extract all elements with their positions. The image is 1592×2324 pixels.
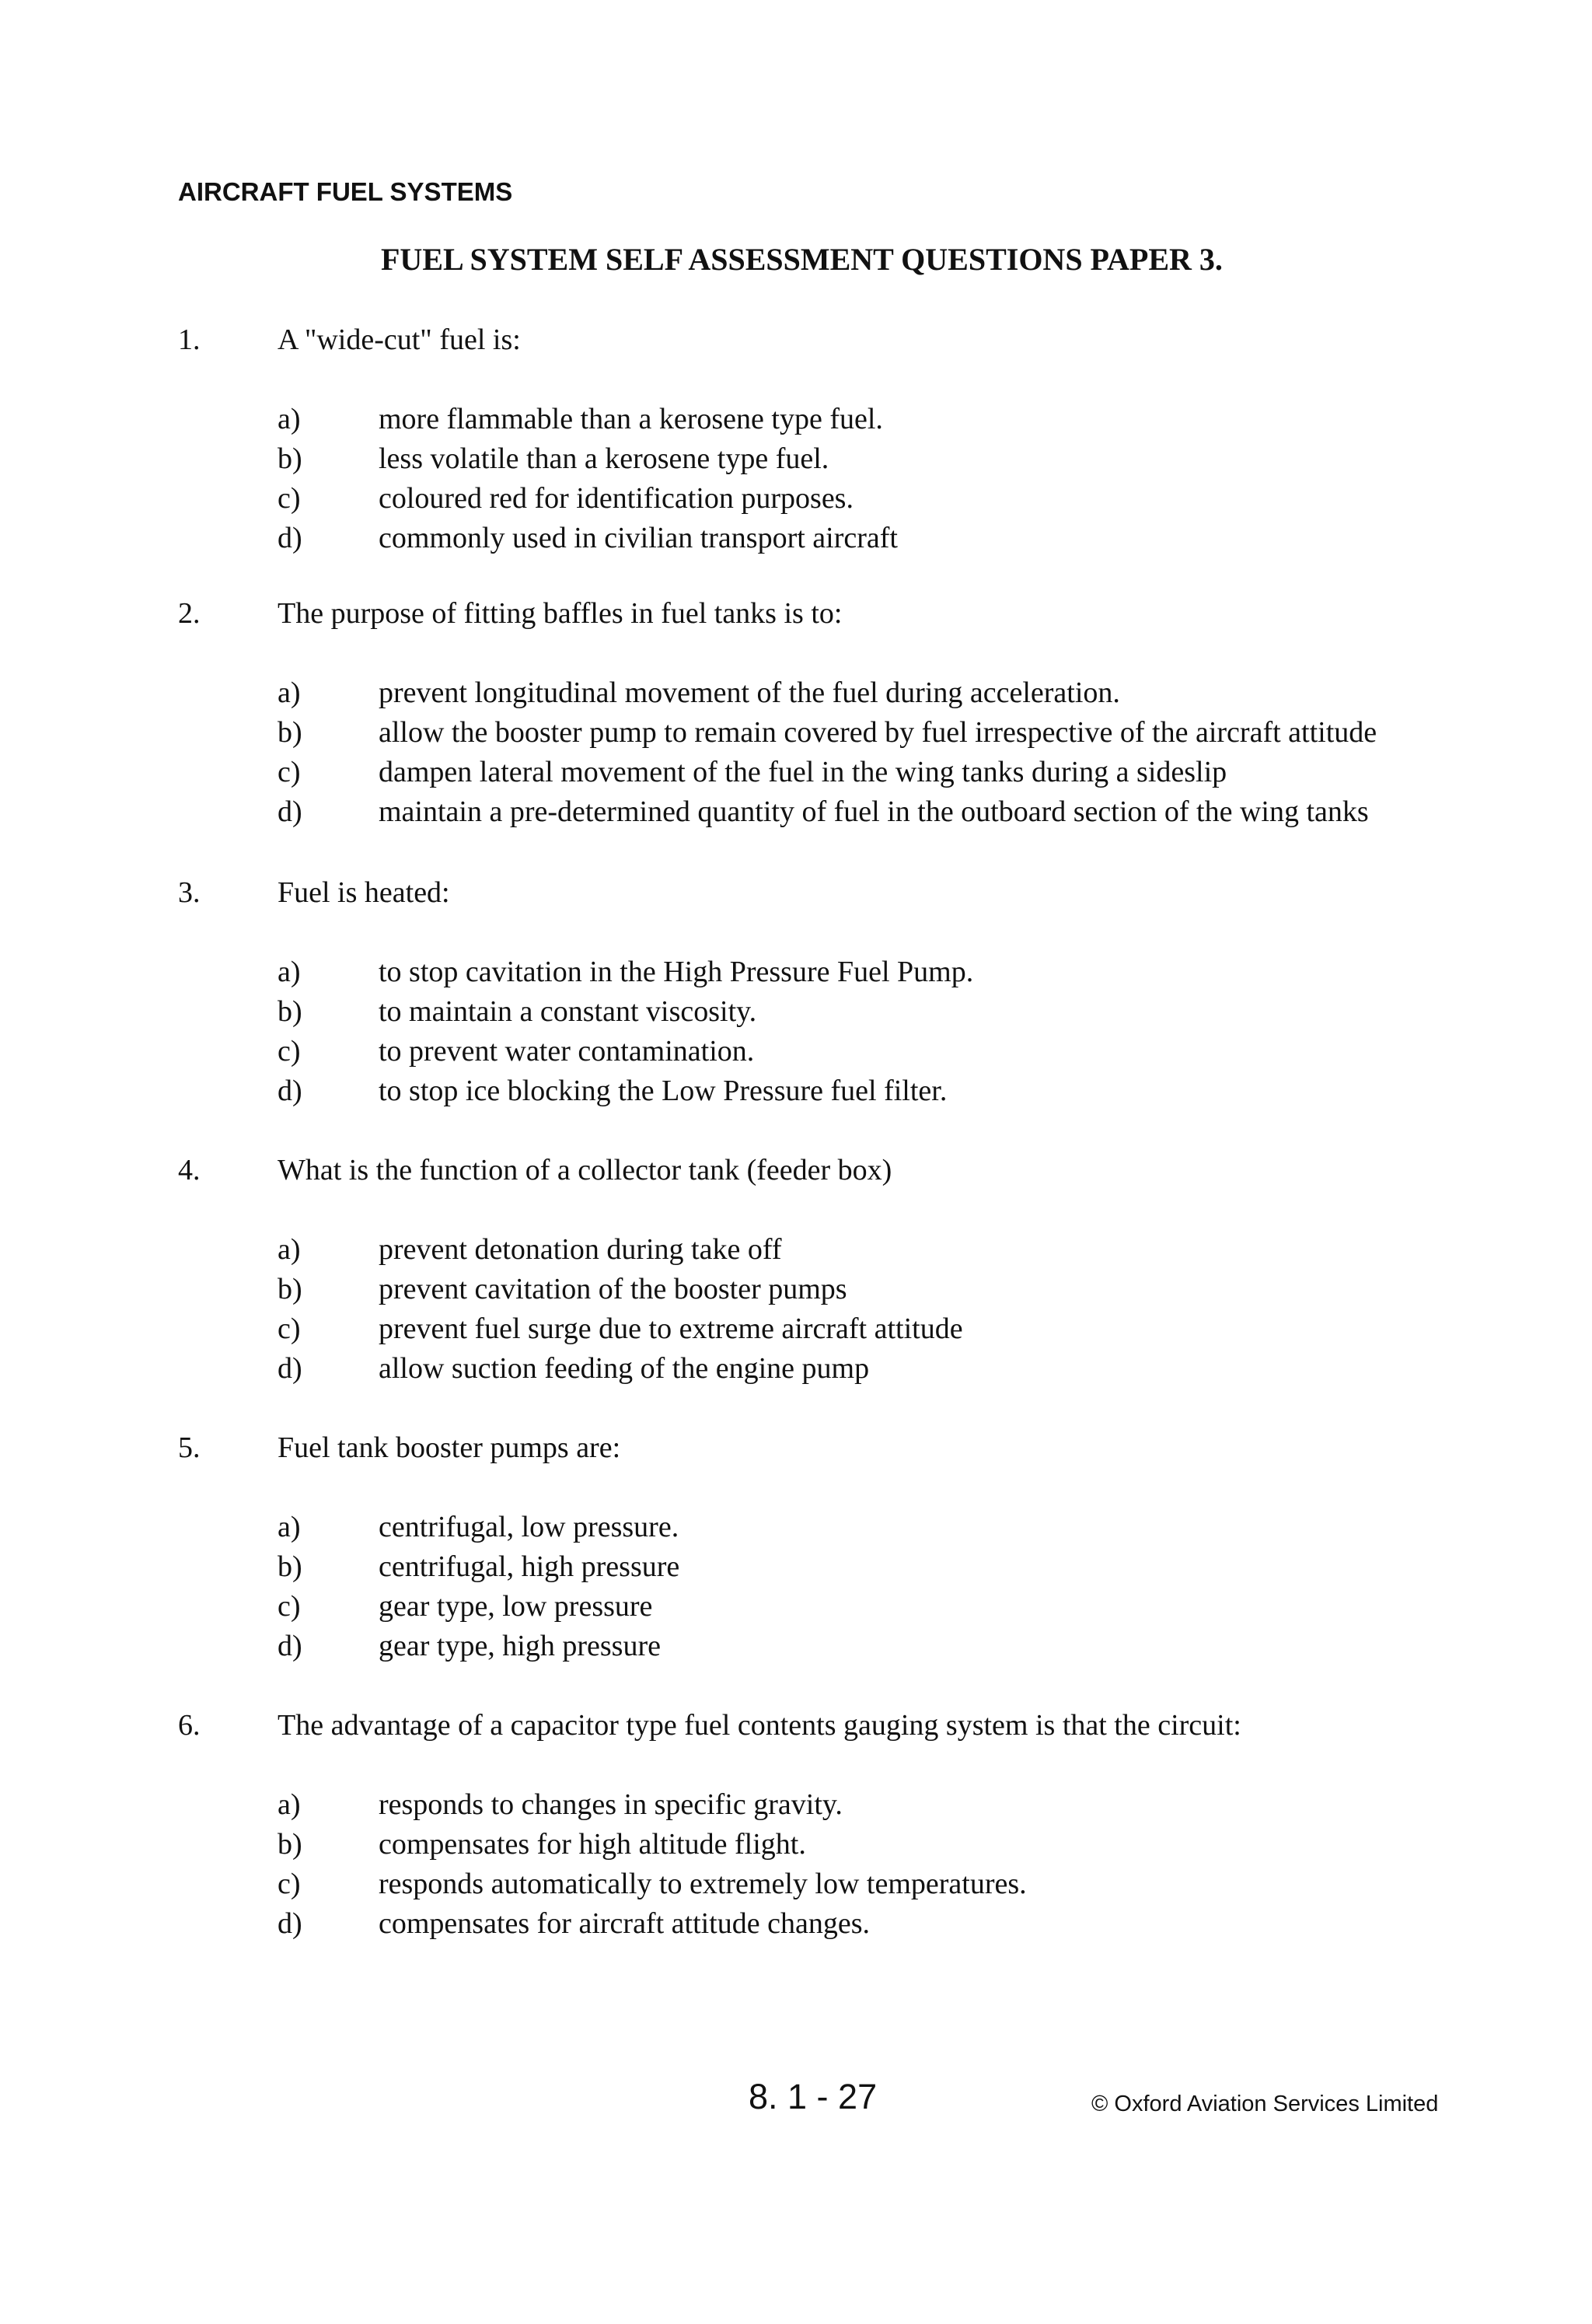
option-letter: b) (278, 1828, 302, 1861)
option-a (0, 1508, 1592, 1548)
option-text: centrifugal, high pressure (379, 1550, 680, 1583)
option-letter: b) (278, 1550, 302, 1583)
option-letter: d) (278, 795, 302, 828)
option-letter: a) (278, 1788, 301, 1821)
option-text: prevent fuel surge due to extreme aircraft attitude (379, 1312, 963, 1345)
option-d (0, 1905, 1592, 1945)
paper-title: FUEL SYSTEM SELF ASSESSMENT QUESTIONS PAPER 3. (381, 242, 1223, 277)
option-letter: d) (278, 1630, 302, 1662)
option-a (0, 1786, 1592, 1826)
page-number: 8. 1 - 27 (749, 2077, 878, 2116)
option-text: prevent detonation during take off (379, 1233, 782, 1266)
question-number: 2. (178, 597, 201, 630)
option-letter: c) (278, 482, 301, 515)
option-text: to stop cavitation in the High Pressure Fuel Pump. (379, 956, 974, 988)
option-letter: a) (278, 403, 301, 435)
question-number: 6. (178, 1709, 201, 1742)
question-text: The purpose of fitting baffles in fuel tanks is to: (278, 597, 843, 630)
option-letter: d) (278, 522, 302, 554)
option-letter: b) (278, 1273, 302, 1305)
option-a (0, 674, 1592, 714)
option-b (0, 1270, 1592, 1310)
option-c (0, 1865, 1592, 1905)
option-c (0, 1310, 1592, 1350)
option-text: gear type, high pressure (379, 1630, 661, 1662)
option-letter: a) (278, 956, 301, 988)
option-letter: d) (278, 1907, 302, 1940)
option-letter: c) (278, 1868, 301, 1900)
option-text: compensates for aircraft attitude changes. (379, 1907, 870, 1940)
option-text: to prevent water contamination. (379, 1035, 755, 1068)
option-c (0, 1033, 1592, 1072)
option-d (0, 1350, 1592, 1389)
option-text: responds to changes in specific gravity. (379, 1788, 843, 1821)
question-number: 1. (178, 323, 201, 356)
option-letter: b) (278, 716, 302, 749)
option-text: more flammable than a kerosene type fuel. (379, 403, 883, 435)
option-d (0, 1627, 1592, 1667)
question-number: 4. (178, 1154, 201, 1186)
question-text: Fuel tank booster pumps are: (278, 1431, 621, 1464)
option-d (0, 793, 1592, 833)
option-text: prevent cavitation of the booster pumps (379, 1273, 847, 1305)
option-text: prevent longitudinal movement of the fuel during acceleration. (379, 676, 1120, 709)
option-letter: a) (278, 1233, 301, 1266)
option-c (0, 1588, 1592, 1627)
option-d (0, 519, 1592, 559)
option-letter: c) (278, 1312, 301, 1345)
option-text: compensates for high altitude flight. (379, 1828, 806, 1861)
option-letter: c) (278, 1590, 301, 1623)
option-text: to stop ice blocking the Low Pressure fuel filter. (379, 1075, 948, 1107)
option-text: to maintain a constant viscosity. (379, 995, 757, 1028)
option-d (0, 1072, 1592, 1112)
question-number: 3. (178, 876, 201, 909)
option-b (0, 1826, 1592, 1865)
option-text: centrifugal, low pressure. (379, 1511, 679, 1543)
option-letter: b) (278, 442, 302, 475)
option-c (0, 480, 1592, 519)
option-text: allow suction feeding of the engine pump (379, 1352, 870, 1385)
option-b (0, 440, 1592, 480)
option-letter: a) (278, 676, 301, 709)
option-b (0, 1548, 1592, 1588)
option-text: less volatile than a kerosene type fuel. (379, 442, 829, 475)
option-letter: a) (278, 1511, 301, 1543)
question-text: A "wide-cut" fuel is: (278, 323, 521, 356)
option-letter: b) (278, 995, 302, 1028)
question-text: The advantage of a capacitor type fuel contents gauging system is that the circuit: (278, 1709, 1241, 1742)
question-number: 5. (178, 1431, 201, 1464)
option-text: dampen lateral movement of the fuel in the wing tanks during a sideslip (379, 756, 1227, 788)
option-text: coloured red for identification purposes. (379, 482, 854, 515)
option-letter: c) (278, 1035, 301, 1068)
option-text: commonly used in civilian transport aircraft (379, 522, 898, 554)
question-text: What is the function of a collector tank (feeder box) (278, 1154, 892, 1186)
section-title: AIRCRAFT FUEL SYSTEMS (178, 177, 513, 206)
option-text: allow the booster pump to remain covered by fuel irrespective of the aircraft attitude (379, 716, 1377, 749)
option-text: gear type, low pressure (379, 1590, 653, 1623)
option-a (0, 1231, 1592, 1270)
option-text: maintain a pre-determined quantity of fuel in the outboard section of the wing tanks (379, 795, 1369, 828)
option-c (0, 753, 1592, 793)
copyright-notice: © Oxford Aviation Services Limited (1091, 2092, 1439, 2116)
option-a (0, 400, 1592, 440)
option-letter: c) (278, 756, 301, 788)
option-a (0, 953, 1592, 993)
option-letter: d) (278, 1075, 302, 1107)
option-b (0, 714, 1592, 753)
option-text: responds automatically to extremely low temperatures. (379, 1868, 1027, 1900)
option-b (0, 993, 1592, 1033)
question-text: Fuel is heated: (278, 876, 450, 909)
option-letter: d) (278, 1352, 302, 1385)
